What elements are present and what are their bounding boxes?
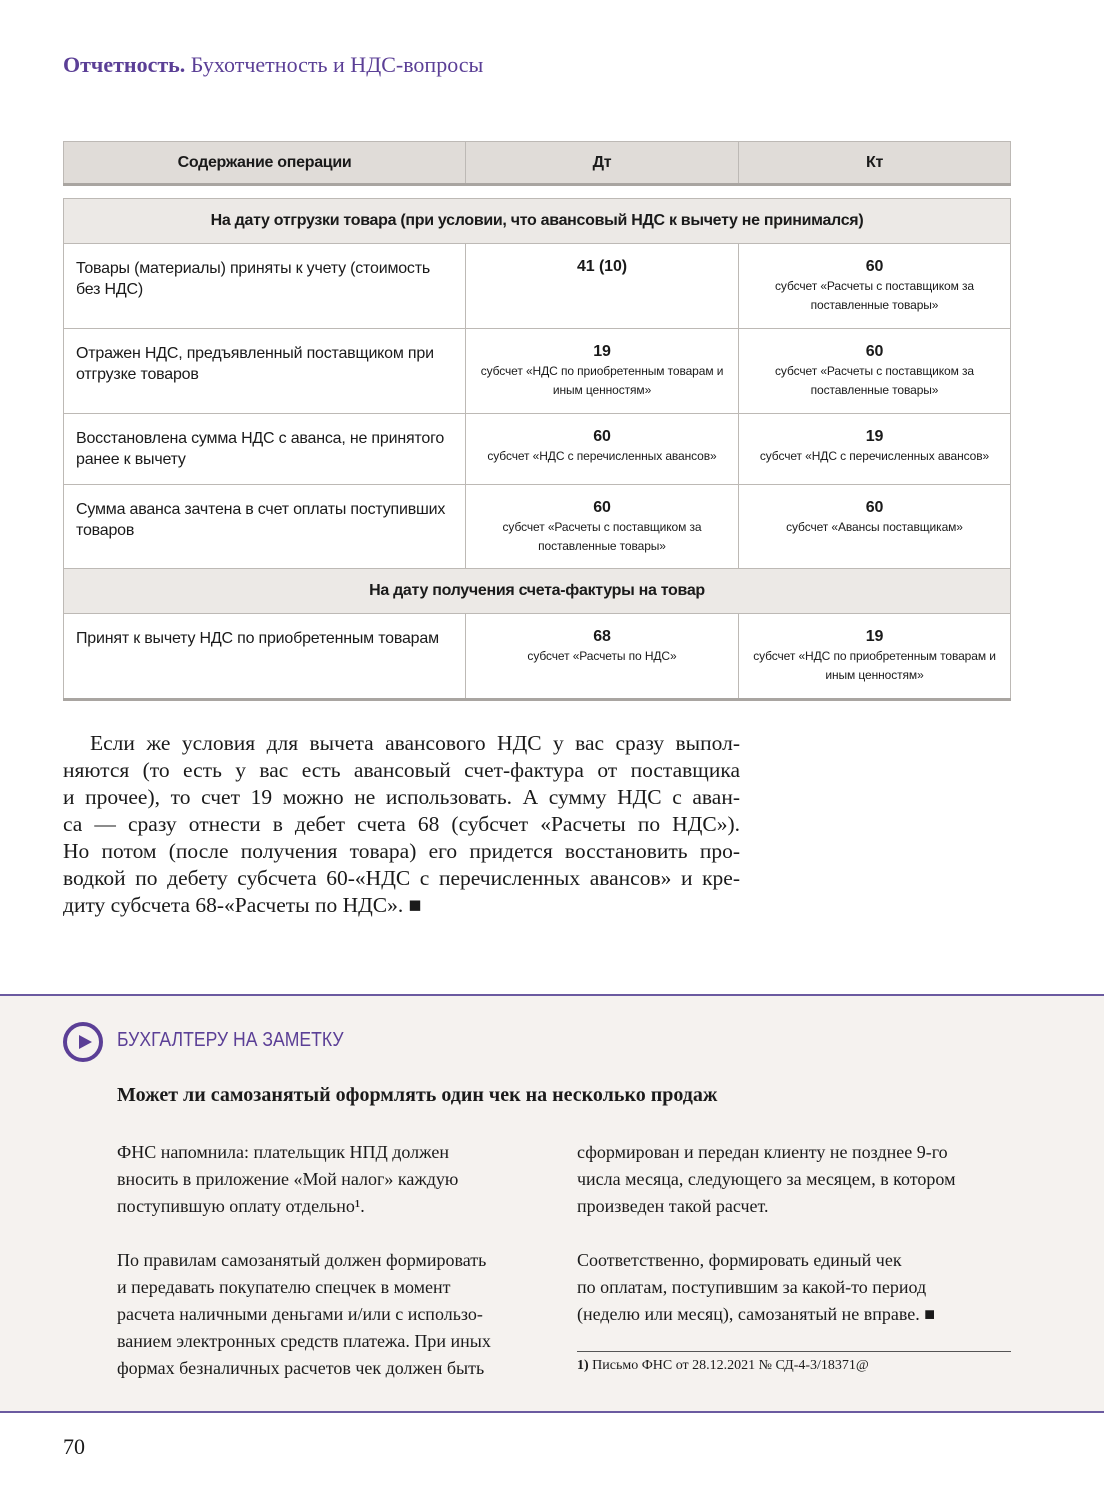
debit-subaccount: субсчет «Расчеты с поставщиком за поставленные товары» [502, 520, 702, 553]
debit-cell [466, 244, 739, 329]
debit-cell [466, 329, 739, 414]
debit-account: 60 [593, 428, 611, 445]
note-line: поступившую оплату отдельно¹. [117, 1196, 365, 1216]
note-column-right [577, 1139, 1002, 1355]
note-line: ванием электронных средств платежа. При иных [117, 1331, 491, 1351]
note-line: (неделю или месяц), самозанятый не вправе. ■ [577, 1304, 936, 1324]
credit-subaccount: субсчет «Расчеты с поставщиком за поставленные товары» [775, 279, 974, 312]
note-line: ФНС напомнила: плательщик НПД должен [117, 1142, 449, 1162]
footnote-mark: 1) [577, 1358, 589, 1373]
note-line: произведен такой расчет. [577, 1196, 769, 1216]
credit-cell [739, 329, 1011, 414]
debit-account: 68 [593, 628, 611, 645]
table-section-shipment [63, 198, 1011, 572]
note-line: вносить в приложение «Мой налог» каждую [117, 1169, 459, 1189]
note-line: по оплатам, поступившим за какой-то период [577, 1277, 927, 1297]
paragraph-line: няются (то есть у вас есть авансовый счет-фактура от поставщика [63, 758, 740, 782]
table-row [64, 414, 1011, 485]
col-operation: Содержание операции [64, 142, 466, 185]
table-section-invoice [63, 568, 1011, 701]
note-line: и передавать покупателю спецчек в момент [117, 1277, 451, 1297]
paragraph-line: диту субсчета 68-«Расчеты по НДС». ■ [63, 893, 422, 917]
section-title: Отчетность. [63, 52, 186, 77]
credit-subaccount: субсчет «НДС с перечисленных авансов» [759, 449, 990, 463]
note-line: сформирован и передан клиенту не позднее 9-го [577, 1142, 948, 1162]
paragraph-line: Если же условия для вычета авансового НДС у вас сразу выпол- [90, 731, 740, 755]
note-paragraph [577, 1247, 1002, 1328]
operation-cell: Восстановлена сумма НДС с аванса, не принятого ранее к вычету [64, 414, 466, 485]
operation-cell: Товары (материалы) приняты к учету (стоимость без НДС) [64, 244, 466, 329]
debit-account: 19 [593, 343, 611, 360]
note-line: По правилам самозанятый должен формировать [117, 1250, 487, 1270]
debit-subaccount: субсчет «НДС по приобретенным товарам и иным ценностям» [480, 364, 724, 397]
debit-subaccount: субсчет «Расчеты по НДС» [527, 649, 677, 663]
credit-account: 60 [865, 499, 884, 516]
note-line: числа месяца, следующего за месяцем, в котором [577, 1169, 956, 1189]
debit-subaccount: субсчет «НДС с перечисленных авансов» [487, 449, 717, 463]
credit-cell [739, 485, 1011, 571]
note-label: БУХГАЛТЕРУ НА ЗАМЕТКУ [117, 1029, 344, 1051]
table-row [64, 329, 1011, 414]
table-row [64, 614, 1011, 700]
credit-cell [739, 414, 1011, 485]
table-header [63, 141, 1011, 186]
credit-account: 19 [865, 428, 884, 445]
table-row [64, 244, 1011, 329]
operation-cell: Отражен НДС, предъявленный поставщиком при отгрузке товаров [64, 329, 466, 414]
paragraph-line: водкой по дебету субсчета 60-«НДС с перечисленных авансов» и кре- [63, 866, 740, 890]
page-number: 70 [63, 1434, 85, 1459]
credit-subaccount: субсчет «Расчеты с поставщиком за поставленные товары» [775, 364, 974, 397]
body-paragraph [63, 730, 740, 919]
section-title: На дату отгрузки товара (при условии, что авансовый НДС к вычету не принимался) [64, 199, 1011, 244]
paragraph-line: са — сразу отнести в дебет счета 68 (субсчет «Расчеты по НДС»). [63, 812, 740, 836]
col-debit: Дт [466, 142, 739, 185]
section-title: На дату получения счета-фактуры на товар [64, 569, 1011, 614]
credit-cell [739, 244, 1011, 329]
col-credit: Кт [739, 142, 1011, 185]
paragraph-line: и прочее), то счет 19 можно не использовать. А сумму НДС с аван- [63, 785, 740, 809]
subsection-title: Бухотчетность и НДС-вопросы [190, 52, 484, 77]
credit-cell [739, 614, 1011, 700]
operation-cell: Сумма аванса зачтена в счет оплаты поступивших товаров [64, 485, 466, 571]
credit-subaccount: субсчет «Авансы поставщикам» [786, 520, 963, 534]
note-box [0, 994, 1104, 1413]
note-heading: Может ли самозанятый оформлять один чек на несколько продаж [117, 1084, 718, 1106]
note-paragraph [117, 1247, 542, 1382]
credit-account: 19 [865, 628, 884, 645]
operation-cell: Принят к вычету НДС по приобретенным товарам [64, 614, 466, 700]
debit-cell [466, 485, 739, 571]
paragraph-line: Но потом (после получения товара) его придется восстановить про- [63, 839, 740, 863]
play-icon [63, 1022, 103, 1062]
note-column-left [117, 1139, 542, 1409]
note-paragraph [117, 1139, 542, 1220]
debit-account: 60 [593, 499, 611, 516]
note-paragraph [577, 1139, 1002, 1220]
note-line: расчета наличными деньгами и/или с использо- [117, 1304, 483, 1324]
debit-cell [466, 614, 739, 700]
credit-account: 60 [865, 343, 884, 360]
credit-account: 60 [865, 258, 884, 275]
table-row [64, 485, 1011, 571]
credit-subaccount: субсчет «НДС по приобретенным товарам и иным ценностям» [753, 649, 996, 682]
footnote [577, 1351, 1011, 1374]
note-line: формах безналичных расчетов чек должен быть [117, 1358, 485, 1378]
footnote-text: Письмо ФНС от 28.12.2021 № СД-4-3/18371@ [592, 1358, 869, 1373]
debit-cell [466, 414, 739, 485]
running-header [63, 52, 483, 78]
note-line: Соответственно, формировать единый чек [577, 1250, 902, 1270]
debit-account: 41 (10) [577, 258, 627, 275]
